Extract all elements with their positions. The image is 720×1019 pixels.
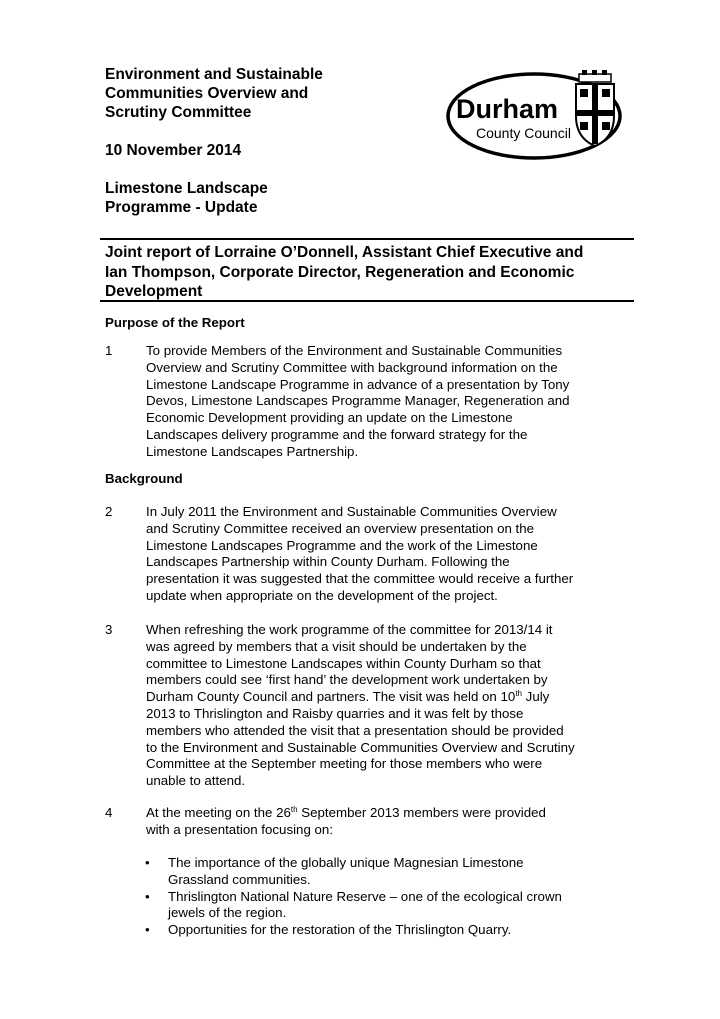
paragraph-line: Landscapes delivery programme and the forward strategy for the [146,426,528,442]
purpose-heading: Purpose of the Report [105,315,245,330]
committee-line: Communities Overview and [105,85,309,102]
paragraph-number: 3 [105,622,113,637]
bullet-icon: • [145,855,150,870]
paragraph-line: update when appropriate on the development of the project. [146,587,498,603]
logo-subtitle: County Council [476,125,571,141]
paragraph-line: Durham County Council and partners. The visit was held on 10th July [146,689,550,705]
paragraph-line: Limestone Landscape Programme in advance of a presentation by Tony [146,376,570,392]
paragraph-line: unable to attend. [146,773,246,789]
coat-of-arms-icon [576,70,614,146]
paragraph-line: with a presentation focusing on: [146,821,334,837]
logo-name: Durham [456,94,559,124]
report-title-line: Limestone Landscape [105,180,268,197]
joint-report-line: Development [105,283,203,300]
meeting-date: 10 November 2014 [105,142,242,159]
paragraph-line: presentation it was suggested that the committee would receive a further [146,571,574,587]
paragraph-line: Devos, Limestone Landscapes Programme Manager, Regeneration and [146,393,570,409]
paragraph-line: Overview and Scrutiny Committee with background information on the [146,359,558,375]
header-top-rule [100,238,634,240]
joint-report-line: Ian Thompson, Corporate Director, Regeneration and Economic [105,263,575,281]
list-item: • Thrislington National Nature Reserve – one of the ecological crown jewels of the region. [145,888,562,921]
paragraph-number: 1 [105,343,113,358]
paragraph-line: to the Environment and Sustainable Communities Overview and Scrutiny [146,739,575,755]
paragraph-line: and Scrutiny Committee received an overview presentation on the [146,520,535,536]
paragraph-line: To provide Members of the Environment and Sustainable Communities [146,343,563,358]
paragraph-number: 2 [105,504,113,519]
header-bottom-rule [100,300,634,302]
report-title-line: Programme - Update [105,199,258,216]
background-heading: Background [105,471,183,486]
list-item: • The importance of the globally unique Magnesian Limestone Grassland communities. [145,855,524,887]
paragraph-line: Landscapes Partnership within County Durham. Following the [146,554,510,570]
durham-county-council-logo [446,66,634,162]
bullet-icon: • [145,922,150,938]
paragraph-line: was agreed by members that a visit should be undertaken by the [146,638,527,654]
joint-report-line: Joint report of Lorraine O’Donnell, Assistant Chief Executive and [105,244,584,261]
paragraph-line: When refreshing the work programme of the committee for 2013/14 it [146,622,553,637]
paragraph-line: In July 2011 the Environment and Sustainable Communities Overview [146,504,557,519]
bullet-icon: • [145,888,150,904]
paragraph-number: 4 [105,805,113,820]
joint-report-heading [105,243,635,302]
paragraph-line: Limestone Landscapes Partnership. [146,443,359,459]
paragraph-line: members could see ‘first hand’ the development work undertaken by [146,672,548,688]
paragraph-line: At the meeting on the 26th September 2013 members were provided [146,805,546,820]
paragraph-line: members who attended the visit that a presentation should be provided [146,722,564,738]
paragraph-line: Economic Development providing an update on the Limestone [146,410,513,426]
paragraph-line: Committee at the September meeting for those members who were [146,756,543,772]
focus-bullet-list [143,855,623,939]
paragraph-line: Limestone Landscapes Programme and the work of the Limestone [146,537,538,553]
committee-line: Scrutiny Committee [105,104,252,121]
report-header [105,65,435,217]
list-item: • Opportunities for the restoration of the Thrislington Quarry. [145,922,512,938]
committee-line: Environment and Sustainable [105,66,323,83]
paragraph-line: committee to Limestone Landscapes within County Durham so that [146,655,541,671]
paragraph-line: 2013 to Thrislington and Raisby quarries and it was felt by those [146,705,524,721]
